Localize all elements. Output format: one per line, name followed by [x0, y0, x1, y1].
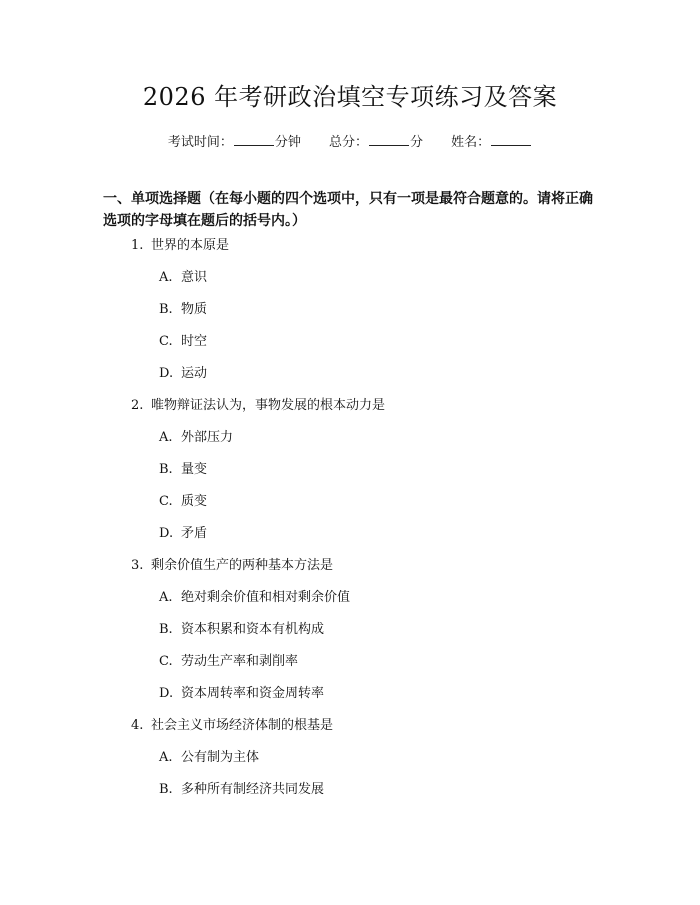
- document-title: 2026 年考研政治填空专项练习及答案: [142, 83, 558, 111]
- question-text: 世界的本原是: [151, 238, 230, 253]
- question-item: [131, 556, 700, 576]
- option-item: [159, 524, 700, 544]
- option-text: 外部压力: [181, 430, 234, 445]
- option-text: 意识: [181, 270, 208, 285]
- option-text: 矛盾: [181, 526, 208, 541]
- option-text: 多种所有制经济共同发展: [181, 782, 325, 797]
- option-letter: B.: [159, 302, 173, 317]
- option-item: [159, 428, 700, 448]
- option-letter: B.: [159, 622, 173, 637]
- option-item: [159, 492, 700, 512]
- exam-time-label: 考试时间：: [167, 135, 233, 150]
- option-text: 资本周转率和资金周转率: [181, 686, 325, 701]
- option-letter: A.: [159, 750, 173, 765]
- option-text: 量变: [181, 462, 208, 477]
- question-list: [0, 236, 700, 812]
- question-item: [131, 396, 700, 416]
- question-text: 社会主义市场经济体制的根基是: [151, 718, 334, 733]
- option-item: [159, 268, 700, 288]
- option-letter: A.: [159, 270, 173, 285]
- exam-time-field: [168, 132, 301, 152]
- exam-time-blank: [234, 132, 274, 146]
- exam-time-unit: 分钟: [274, 135, 301, 150]
- option-text: 公有制为主体: [181, 750, 260, 765]
- option-letter: B.: [159, 462, 173, 477]
- option-item: [159, 748, 700, 768]
- option-item: [159, 364, 700, 384]
- total-score-blank: [369, 132, 409, 146]
- option-item: [159, 684, 700, 704]
- option-text: 时空: [181, 334, 208, 349]
- section-heading: [103, 188, 603, 232]
- question-number: 1.: [131, 238, 144, 253]
- option-text: 资本积累和资本有机构成: [181, 622, 325, 637]
- question-number: 3.: [131, 558, 144, 573]
- question-item: [131, 236, 700, 256]
- option-letter: D.: [159, 366, 174, 381]
- option-item: [159, 780, 700, 800]
- option-letter: A.: [159, 590, 173, 605]
- option-letter: C.: [159, 494, 173, 509]
- question-number: 2.: [131, 398, 144, 413]
- option-item: [159, 588, 700, 608]
- total-score-field: [329, 132, 423, 152]
- total-score-unit: 分: [410, 135, 424, 150]
- name-label: 姓名：: [451, 135, 491, 150]
- option-letter: C.: [159, 654, 173, 669]
- option-item: [159, 300, 700, 320]
- option-letter: D.: [159, 686, 174, 701]
- option-letter: C.: [159, 334, 173, 349]
- total-score-label: 总分：: [328, 135, 368, 150]
- exam-meta-line: [0, 132, 700, 152]
- option-text: 绝对剩余价值和相对剩余价值: [181, 590, 351, 605]
- name-blank: [491, 132, 531, 146]
- question-text: 唯物辩证法认为，事物发展的根本动力是: [151, 398, 386, 413]
- option-text: 劳动生产率和剥削率: [181, 654, 299, 669]
- option-item: [159, 652, 700, 672]
- name-field: [451, 132, 532, 152]
- section-heading-line: 选项的字母填在题后的括号内。）: [103, 213, 306, 229]
- option-letter: B.: [159, 782, 173, 797]
- option-letter: A.: [159, 430, 173, 445]
- option-text: 物质: [181, 302, 208, 317]
- question-item: [131, 716, 700, 736]
- section-heading-line: 一、单项选择题（在每小题的四个选项中，只有一项是最符合题意的。请将正确: [103, 191, 593, 207]
- option-item: [159, 460, 700, 480]
- question-number: 4.: [131, 718, 144, 733]
- option-item: [159, 332, 700, 352]
- option-text: 运动: [181, 366, 208, 381]
- question-text: 剩余价值生产的两种基本方法是: [151, 558, 334, 573]
- option-text: 质变: [181, 494, 208, 509]
- option-item: [159, 620, 700, 640]
- option-letter: D.: [159, 526, 174, 541]
